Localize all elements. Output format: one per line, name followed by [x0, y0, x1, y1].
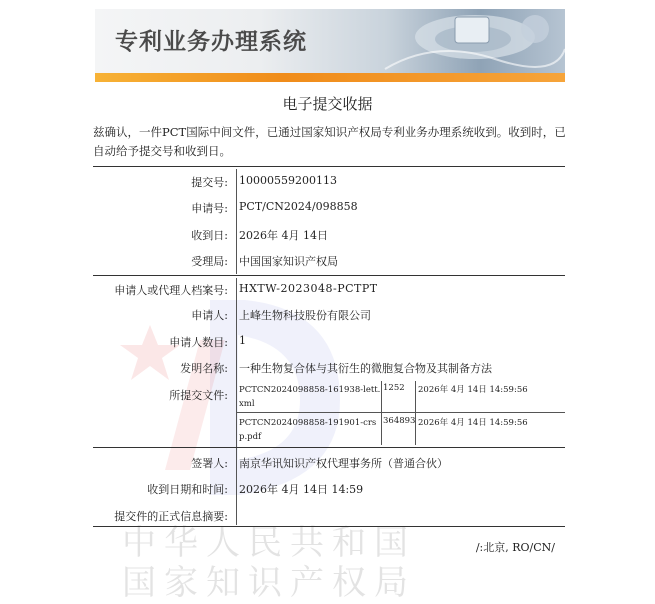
file-row — [236, 383, 565, 413]
field-label: 签署人: — [191, 457, 228, 470]
field-value: 中国国家知识产权局 — [239, 255, 338, 268]
document-title: 电子提交收据 — [282, 95, 373, 113]
field-label: 收到日期和时间: — [147, 483, 228, 496]
file-size: 364893 — [383, 416, 416, 426]
banner-decoration-image — [345, 9, 565, 73]
file-name[interactable]: PCTCN2024098858-161938-lett.xml — [239, 385, 381, 409]
field-label: 申请人或代理人档案号: — [114, 284, 228, 297]
field-label: 受理局: — [191, 255, 228, 268]
field-label: 收到日: — [191, 229, 228, 242]
field-label: 申请号: — [191, 202, 228, 215]
file-row — [236, 416, 565, 446]
file-size: 1252 — [383, 383, 405, 393]
watermark-line-2: 国家知识产权局 — [122, 563, 416, 603]
file-date: 2026年 4月 14日 14:59:56 — [418, 418, 528, 428]
banner-title: 专利业务办理系统 — [115, 29, 307, 55]
field-value: 上峰生物科技股份有限公司 — [239, 309, 371, 322]
office-location: /:北京, RO/CN/ — [475, 541, 555, 554]
file-date: 2026年 4月 14日 14:59:56 — [418, 385, 528, 395]
divider-top — [93, 166, 565, 167]
banner-orange-stripe — [95, 73, 565, 82]
field-value: 1 — [239, 334, 246, 347]
official-watermark — [110, 300, 416, 603]
column-divider — [236, 169, 237, 274]
field-label: 申请人: — [191, 309, 228, 322]
divider-bottom — [93, 526, 565, 527]
field-value: 2026年 4月 14日 — [239, 229, 328, 242]
divider-lower — [93, 447, 565, 448]
field-value: PCT/CN2024/098858 — [239, 200, 358, 213]
field-value: 南京华讯知识产权代理事务所（普通合伙） — [239, 457, 448, 470]
field-label: 发明名称: — [180, 362, 228, 375]
file-row-divider — [236, 412, 565, 413]
field-value: 10000559200113 — [239, 174, 337, 187]
divider-middle — [93, 275, 565, 276]
file-name[interactable]: PCTCN2024098858-191901-crsp.pdf — [239, 418, 377, 442]
field-label: 提交号: — [191, 176, 228, 189]
field-value: 一种生物复合体与其衍生的微胞复合物及其制备方法 — [239, 362, 492, 375]
field-label: 申请人数目: — [169, 336, 228, 349]
intro-paragraph: 兹确认，一件PCT国际中间文件，已通过国家知识产权局专利业务办理系统收到。收到时，已自动给予提交号和收到日。 — [93, 125, 566, 158]
field-value: 2026年 4月 14日 14:59 — [239, 483, 364, 496]
field-value: HXTW-2023048-PCTPT — [239, 282, 378, 295]
field-label: 提交件的正式信息摘要: — [114, 510, 228, 523]
system-banner — [95, 9, 565, 83]
watermark-line-1: 中华人民共和国 — [122, 523, 416, 563]
field-label: 所提交文件: — [169, 389, 228, 402]
